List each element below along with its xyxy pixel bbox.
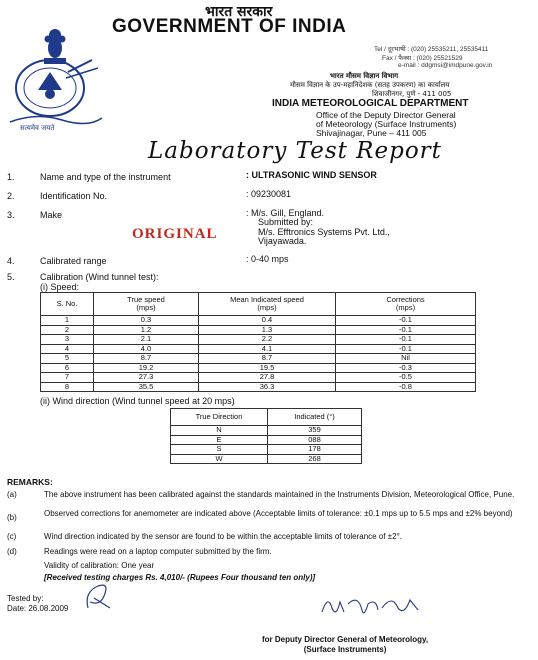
table-cell: Nil xyxy=(336,354,476,364)
speed-calibration-table xyxy=(40,292,476,392)
date-text: Date: 26.08.2009 xyxy=(7,604,69,613)
table-cell: -0.3 xyxy=(336,363,476,373)
submitted-by-line: M/s. Efftronics Systems Pvt. Ltd., xyxy=(258,226,390,237)
item-value: : 0-40 mps xyxy=(246,254,289,264)
speed-table-row xyxy=(41,316,476,326)
deputy-signature xyxy=(318,590,428,622)
column-header: S. No. xyxy=(41,293,94,316)
column-header: True speed (mps) xyxy=(94,293,199,316)
item-number: 2. xyxy=(7,191,15,201)
table-cell: -0.5 xyxy=(336,373,476,383)
table-cell: 19.5 xyxy=(199,363,336,373)
item-number: 4. xyxy=(7,256,15,266)
email-text: e-mail : ddgmsi@imdpune.gov.in xyxy=(398,62,493,69)
table-cell: 19.2 xyxy=(94,363,199,373)
direction-table-row xyxy=(171,426,362,436)
table-cell: 2 xyxy=(41,325,94,335)
table-cell: -0.8 xyxy=(336,382,476,392)
direction-table-row xyxy=(171,454,362,464)
table-cell: 5 xyxy=(41,354,94,364)
office-line-1: Office of the Deputy Director General xyxy=(316,110,456,120)
table-cell: 359 xyxy=(268,426,362,436)
table-cell: 8.7 xyxy=(94,354,199,364)
table-cell: -0.1 xyxy=(336,325,476,335)
item-label: Calibration (Wind tunnel test): xyxy=(40,272,159,282)
table-cell: 1 xyxy=(41,316,94,326)
table-cell: 35.5 xyxy=(94,382,199,392)
direction-table-row xyxy=(171,435,362,445)
table-cell: 6 xyxy=(41,363,94,373)
table-cell: 36.3 xyxy=(199,382,336,392)
tester-signature xyxy=(80,578,120,616)
tested-by-block xyxy=(7,594,68,614)
table-cell: 3 xyxy=(41,335,94,345)
remark-text: Wind direction indicated by the sensor are found to be within the acceptable limits of tolerance of ±2°. xyxy=(44,532,403,541)
table-cell: 1.2 xyxy=(94,325,199,335)
telephone-text: Tel / दूरभाषी : (020) 25535211, 25535411 xyxy=(374,46,489,53)
item-label: Name and type of the instrument xyxy=(40,172,171,182)
submitted-by-block xyxy=(258,218,390,247)
table-cell: 088 xyxy=(268,435,362,445)
speed-table-row xyxy=(41,344,476,354)
speed-table-row xyxy=(41,382,476,392)
speed-table-row xyxy=(41,373,476,383)
direction-table-row xyxy=(171,445,362,455)
table-cell: 2.1 xyxy=(94,335,199,345)
office-hindi-line-1: मौसम विज्ञान के उप-महानिदेशक (सतह उपकरण) का कार्यालय xyxy=(290,81,450,89)
column-header: True Direction xyxy=(171,409,268,426)
item-value: : 09230081 xyxy=(246,189,292,199)
validity-text: Validity of calibration: One year xyxy=(44,561,155,570)
table-cell: 8.7 xyxy=(199,354,336,364)
table-cell: 1.3 xyxy=(199,325,336,335)
item-value: : M/s. Gill, England. xyxy=(246,208,325,218)
remark-letter: (b) xyxy=(7,513,17,522)
submitted-by-line: Submitted by: xyxy=(258,217,314,227)
table-cell: 2.2 xyxy=(199,335,336,345)
remark-letter: (d) xyxy=(7,547,17,556)
table-cell: 0.3 xyxy=(94,316,199,326)
remark-letter: (c) xyxy=(7,532,17,541)
deputy-director-block xyxy=(262,635,428,655)
imd-seal-logo xyxy=(6,58,104,132)
deputy-line-2: (Surface Instruments) xyxy=(303,645,387,654)
office-line-2: of Meteorology (Surface Instruments) xyxy=(316,119,457,129)
table-cell: 8 xyxy=(41,382,94,392)
report-title: Laboratory Test Report xyxy=(148,138,442,164)
table-cell: 178 xyxy=(268,445,362,455)
item-number: 1. xyxy=(7,172,15,182)
column-header: Indicated (°) xyxy=(268,409,362,426)
speed-table-row xyxy=(41,335,476,345)
item-number: 3. xyxy=(7,210,15,220)
item-label: Make xyxy=(40,210,63,220)
remark-text: The above instrument has been calibrated against the standards maintained in the Instruments Division, Meteorological Office, Pune. xyxy=(44,490,515,499)
deputy-line-1: for Deputy Director General of Meteorology, xyxy=(262,635,429,644)
item-value: : ULTRASONIC WIND SENSOR xyxy=(246,170,377,180)
table-cell: S xyxy=(171,445,268,455)
fax-text: Fax / फैक्स : (020) 25521529 xyxy=(382,55,463,62)
remarks-title: REMARKS: xyxy=(7,477,53,487)
direction-heading: (ii) Wind direction (Wind tunnel speed at 20 mps) xyxy=(40,396,235,406)
table-cell: 4.0 xyxy=(94,344,199,354)
table-cell: -0.1 xyxy=(336,344,476,354)
speed-heading: (i) Speed: xyxy=(40,282,80,292)
original-stamp: ORIGINAL xyxy=(132,226,218,242)
remark-text: Observed corrections for anemometer are indicated above (Acceptable limits of tolerance: ±0.1 mps up to 5.5 mps and ±2% beyond) xyxy=(44,509,513,518)
table-cell: 7 xyxy=(41,373,94,383)
tested-by-label: Tested by: xyxy=(7,594,44,603)
column-header: Corrections (mps) xyxy=(336,293,476,316)
table-cell: 27.8 xyxy=(199,373,336,383)
wind-direction-table xyxy=(170,408,362,464)
item-label: Calibrated range xyxy=(40,256,107,266)
svg-text:सत्यमेव जयते: सत्यमेव जयते xyxy=(20,124,55,132)
office-hindi-line-2: शिवाजीनगर, पुणे - 411 005 xyxy=(372,90,452,98)
table-cell: -0.1 xyxy=(336,335,476,345)
table-cell: 268 xyxy=(268,454,362,464)
table-cell: W xyxy=(171,454,268,464)
table-cell: 27.3 xyxy=(94,373,199,383)
charges-text: [Received testing charges Rs. 4,010/- (Rupees Four thousand ten only)] xyxy=(44,573,316,582)
department-name: INDIA METEOROLOGICAL DEPARTMENT xyxy=(272,98,469,109)
table-cell: E xyxy=(171,435,268,445)
speed-table-row xyxy=(41,354,476,364)
table-cell: 4.1 xyxy=(199,344,336,354)
submitted-by-line: Vijayawada. xyxy=(258,236,307,246)
table-cell: -0.1 xyxy=(336,316,476,326)
hindi-government-heading: भारत सरकार xyxy=(205,4,273,20)
government-heading: GOVERNMENT OF INDIA xyxy=(112,16,347,37)
office-line-3: Shivajinagar, Pune – 411 005 xyxy=(316,128,427,138)
column-header: Mean Indicated speed (mps) xyxy=(199,293,336,316)
item-label: Identification No. xyxy=(40,191,108,201)
department-hindi: भारत मौसम विज्ञान विभाग xyxy=(330,72,399,80)
remark-letter: (a) xyxy=(7,490,17,499)
table-cell: 4 xyxy=(41,344,94,354)
table-cell: N xyxy=(171,426,268,436)
item-number: 5. xyxy=(7,272,15,282)
remark-text: Readings were read on a laptop computer submitted by the firm. xyxy=(44,547,272,556)
table-cell: 0.4 xyxy=(199,316,336,326)
